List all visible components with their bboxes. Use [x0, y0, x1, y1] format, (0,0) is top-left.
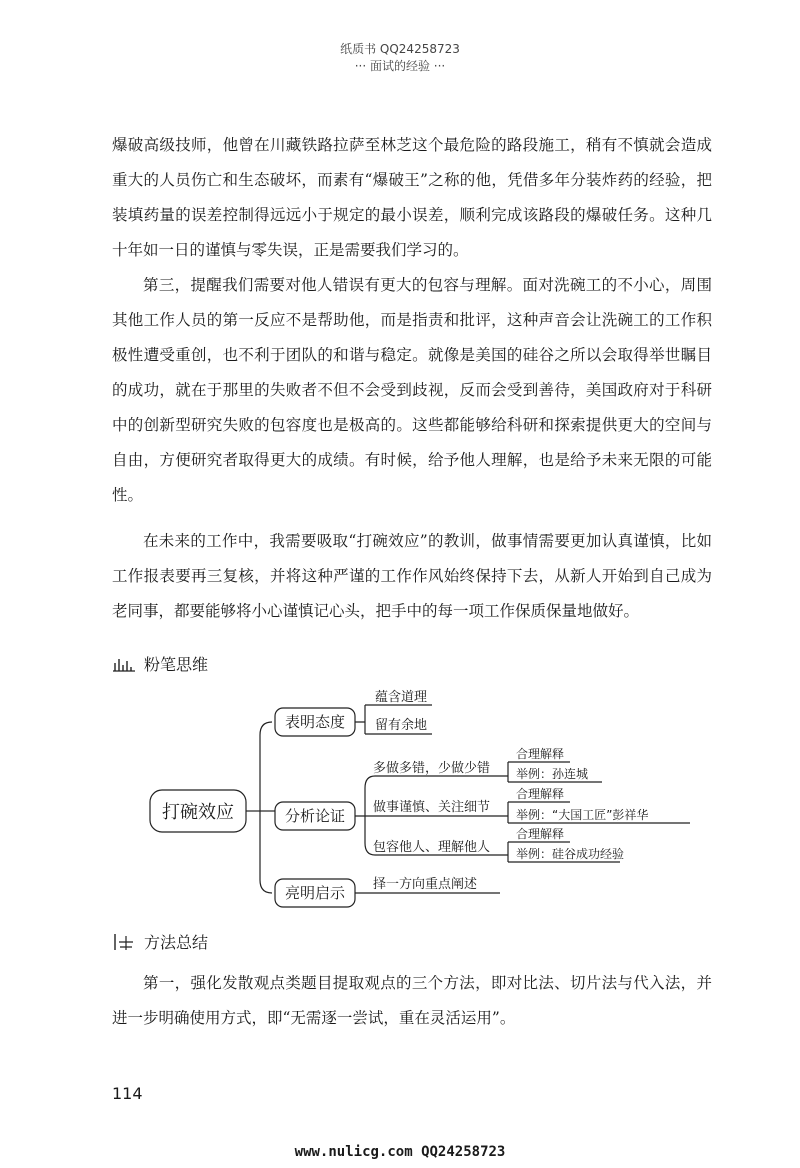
mindmap-branch-attitude: 表明态度 — [284, 713, 346, 731]
paragraph-4: 第一，强化发散观点类题目提取观点的三个方法，即对比法、切片法与代入法，并进一步明确使用方式，即“无需逐一尝试，重在灵活运用”。 — [112, 974, 712, 1027]
paragraph-2: 第三，提醒我们需要对他人错误有更大的包容与理解。面对洗碗工的不小心，周围其他工作人员的第一反应不是帮助他，而是指责和批评，这种声音会让洗碗工的工作积极性遭受重创，也不利于团队的和谐与稳定。就像是美国的硅谷之所以会取得举世瞩目的成功，就在于那里的失败者不但不会受到歧视，反而会受到善待，美国政府对于科研中的创新型研究失败的包容度也是极高的。这些都能够给科研和探索提供更大的空间与自由，方便研究者取得更大的成绩。有时候，给予他人理解，也是给予未来无限的可能性。 — [112, 276, 712, 504]
mindmap-leaf: 举例：硅谷成功经验 — [516, 847, 625, 861]
paragraph-1: 爆破高级技师，他曾在川藏铁路拉萨至林芝这个最危险的路段施工，稍有不慎就会造成重大的人员伤亡和生态破坏，而素有“爆破王”之称的他，凭借多年分装炸药的经验，把装填药量的误差控制得远远小于规定的最小误差，顺利完成该路段的爆破任务。这种几十年如一日的谨慎与零失误，正是需要我们学习的。 — [112, 136, 712, 259]
mindmap-leaf: 留有余地 — [375, 718, 428, 733]
mindmap-branch-insight: 亮明启示 — [284, 884, 346, 902]
mindmap-sub: 做事谨慎、关注细节 — [373, 800, 491, 815]
mindmap-leaf: 合理解释 — [516, 787, 565, 801]
chart-icon — [112, 655, 136, 673]
mindmap-leaf: 合理解释 — [516, 827, 565, 841]
mindmap-branch-analysis: 分析论证 — [284, 807, 346, 825]
mindmap-leaf: 举例：“大国工匠”彭祥华 — [516, 808, 649, 822]
section-mindmap-heading — [112, 652, 208, 675]
mindmap-sub: 多做多错，少做少错 — [373, 761, 491, 776]
chapter-title: ··· 面试的经验 ··· — [354, 59, 446, 73]
paragraph-3: 在未来的工作中，我需要吸取“打碗效应”的教训，做事情需要更加认真谨慎，比如工作报表要再三复核，并将这种严谨的工作作风始终保持下去，从新人开始到自己成为老同事，都要能够将小心谨慎记心头，把手中的每一项工作保质保量地做好。 — [112, 532, 712, 620]
mindmap-sub: 包容他人、理解他人 — [373, 840, 491, 855]
section-summary-title: 方法总结 — [144, 933, 209, 952]
section-summary-heading — [112, 930, 208, 953]
mindmap-root: 打碗效应 — [162, 802, 234, 823]
mindmap-leaf: 合理解释 — [516, 747, 565, 761]
mindmap-leaf: 蕴含道理 — [375, 690, 428, 705]
footer-watermark: www.nulicg.com QQ24258723 — [294, 1144, 506, 1160]
page-number: 114 — [112, 1084, 143, 1103]
mindmap-leaf: 择一方向重点阐述 — [373, 877, 478, 892]
mind-map — [0, 680, 800, 920]
header-watermark: 纸质书 QQ24258723 — [340, 42, 460, 56]
section-mindmap-title: 粉笔思维 — [144, 655, 209, 674]
mindmap-leaf: 举例：孙连城 — [516, 767, 589, 781]
summary-icon — [112, 933, 136, 951]
